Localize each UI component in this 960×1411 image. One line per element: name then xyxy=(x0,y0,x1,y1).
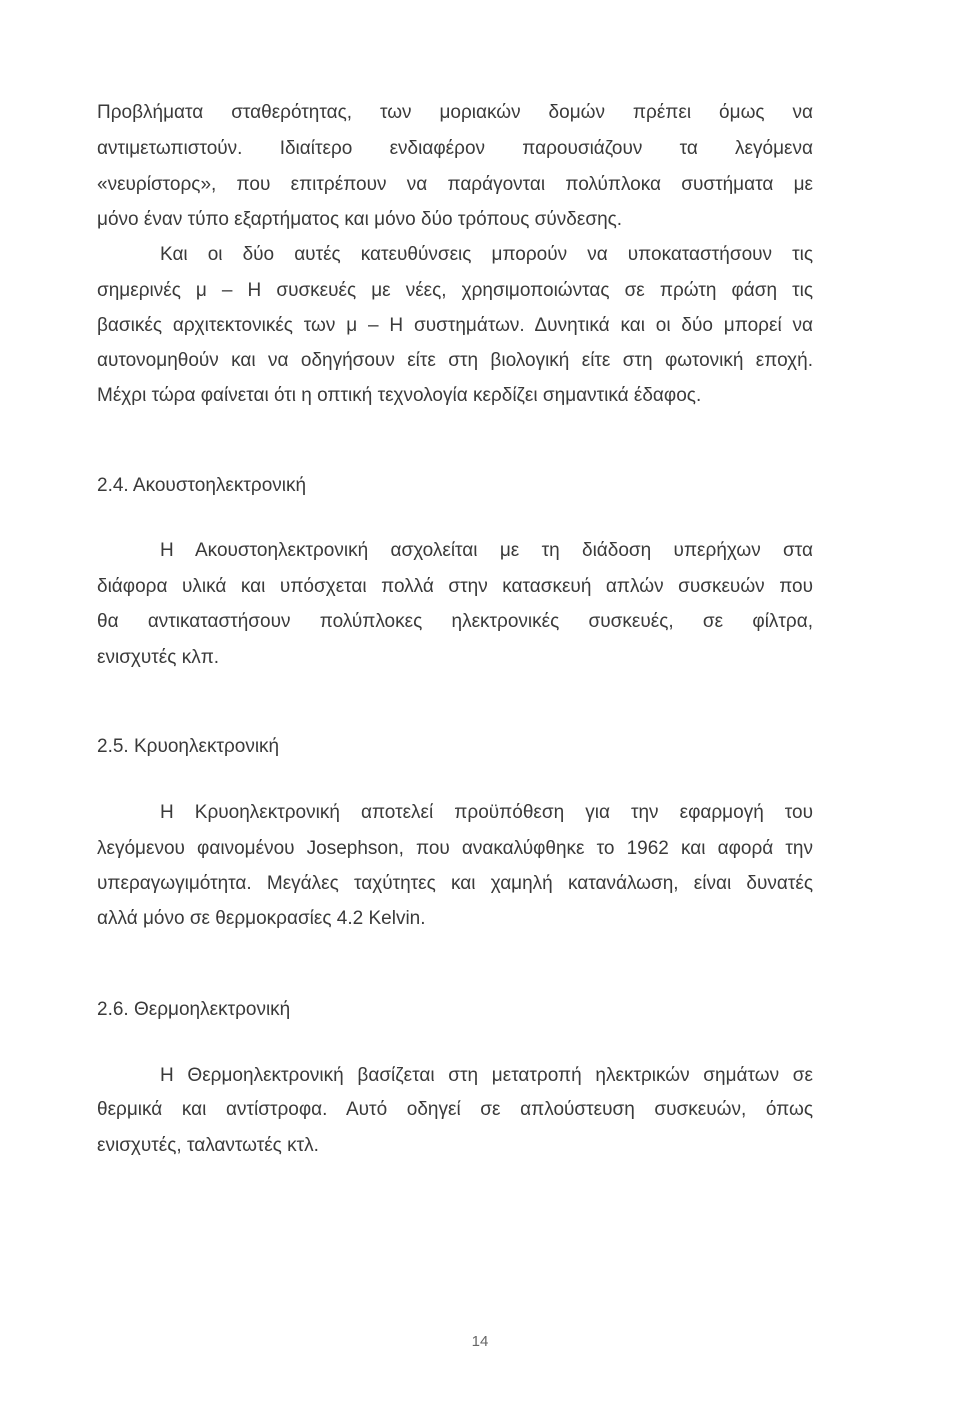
intro-line: Και οι δύο αυτές κατευθύνσεις μπορούν να υποκαταστήσουν τις xyxy=(160,244,813,265)
intro-line: Μέχρι τώρα φαίνεται ότι η οπτική τεχνολογία κερδίζει σημαντικά έδαφος. xyxy=(97,385,702,406)
intro-line: αυτονομηθούν και να οδηγήσουν είτε στη βιολογική είτε στη φωτονική εποχή. xyxy=(97,350,813,371)
section-2-5-line: λεγόμενου φαινομένου Josephson, που ανακαλύφθηκε το 1962 και αφορά την xyxy=(97,838,813,859)
section-2-5-line: Η Κρυοηλεκτρονική αποτελεί προϋπόθεση για την εφαρμογή του xyxy=(160,802,813,823)
section-heading-2-5: 2.5. Κρυοηλεκτρονική xyxy=(97,736,280,757)
section-2-6-line: Η Θερμοηλεκτρονική βασίζεται στη μετατροπή ηλεκτρικών σημάτων σε xyxy=(160,1065,813,1086)
intro-line: «νευρίστορς», που επιτρέπουν να παράγονται πολύπλοκα συστήματα με xyxy=(97,174,813,195)
section-heading-2-6: 2.6. Θερμοηλεκτρονική xyxy=(97,999,291,1020)
section-2-4-line: Η Ακουστοηλεκτρονική ασχολείται με τη διάδοση υπερήχων στα xyxy=(160,540,813,561)
section-2-5-line: υπεραγωγιμότητα. Μεγάλες ταχύτητες και χαμηλή κατανάλωση, είναι δυνατές xyxy=(97,873,813,894)
page-number: 14 xyxy=(471,1333,489,1350)
section-heading-2-4: 2.4. Ακουστοηλεκτρονική xyxy=(97,475,307,496)
intro-line: αντιμετωπιστούν. Ιδιαίτερο ενδιαφέρον παρουσιάζουν τα λεγόμενα xyxy=(97,138,813,159)
intro-line: βασικές αρχιτεκτονικές των μ – Η συστημάτων. Δυνητικά και οι δύο μπορεί να xyxy=(97,315,813,336)
intro-line: σημερινές μ – Η συσκευές με νέες, χρησιμοποιώντας σε πρώτη φάση τις xyxy=(97,280,813,301)
intro-line: μόνο έναν τύπο εξαρτήματος και μόνο δύο τρόπους σύνδεσης. xyxy=(97,209,623,230)
section-2-6-line: θερμικά και αντίστροφα. Αυτό οδηγεί σε απλούστευση συσκευών, όπως xyxy=(97,1099,813,1120)
section-2-5-line: αλλά μόνο σε θερμοκρασίες 4.2 Kelvin. xyxy=(97,908,426,929)
section-2-6-line: ενισχυτές, ταλαντωτές κτλ. xyxy=(97,1135,319,1156)
intro-line: Προβλήματα σταθερότητας, των μοριακών δομών πρέπει όμως να xyxy=(97,102,813,123)
section-2-4-line: ενισχυτές κλπ. xyxy=(97,647,220,668)
section-2-4-line: θα αντικαταστήσουν πολύπλοκες ηλεκτρονικές συσκευές, σε φίλτρα, xyxy=(97,611,813,632)
section-2-4-line: διάφορα υλικά και υπόσχεται πολλά στην κατασκευή απλών συσκευών που xyxy=(97,576,813,597)
